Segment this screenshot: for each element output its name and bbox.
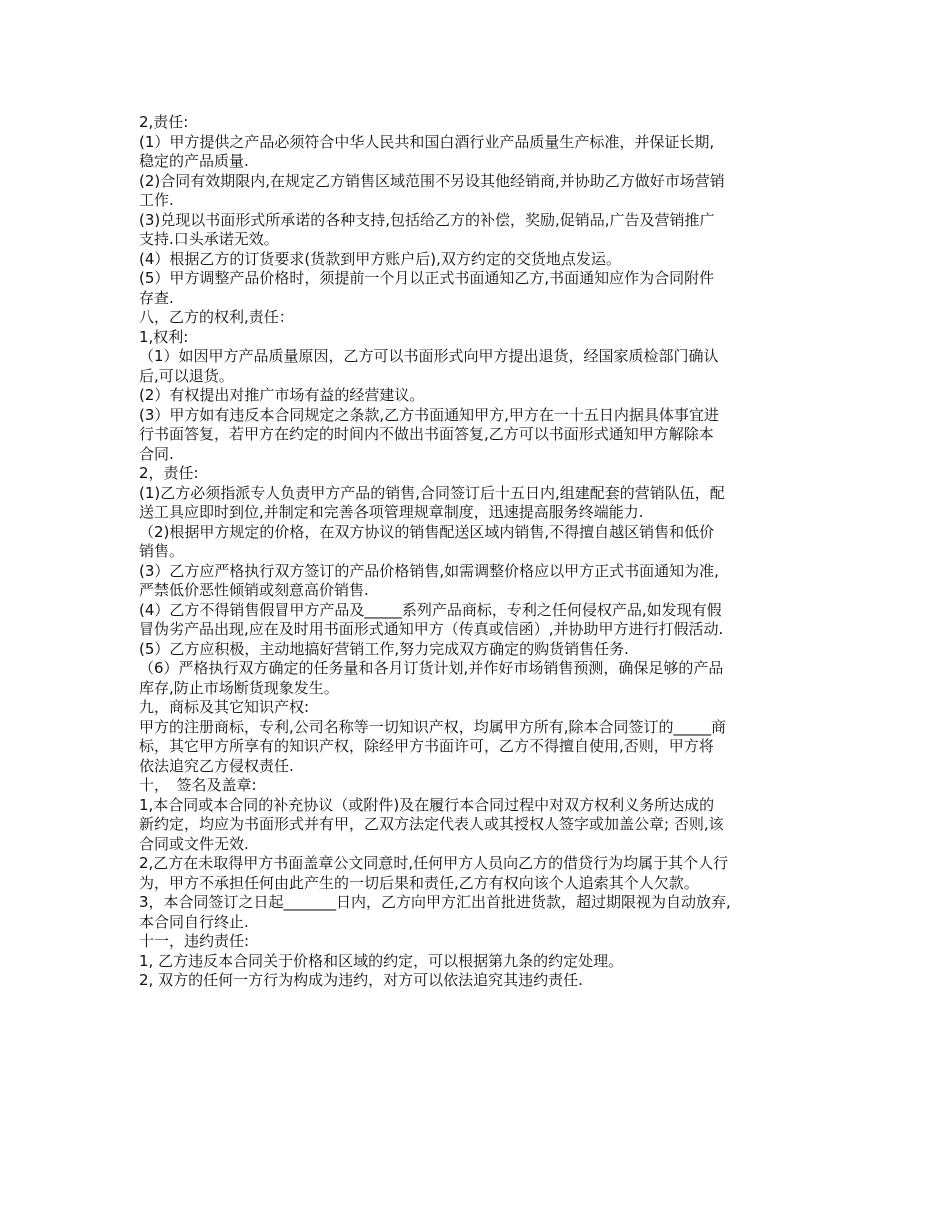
text-line: 甲方的注册商标，专利,公司名称等一切知识产权，均属甲方所有,除本合同签订的_____商 [139, 717, 727, 736]
text-line: 后,可以退货。 [139, 366, 234, 385]
contract-text [139, 113, 819, 991]
text-line: 2,乙方在未取得甲方书面盖章公文同意时,任何甲方人员向乙方的借贷行为均属于其个人行 [139, 854, 729, 872]
text-line: (5）乙方应积极，主动地搞好营销工作,努力完成双方确定的购货销售任务. [139, 639, 629, 658]
text-line: (5）甲方调整产品价格时，须提前一个月以正式书面通知乙方,书面通知应作为合同附件 [139, 269, 715, 287]
section-heading: 十， 签名及盖章: [139, 776, 257, 794]
text-line: (3）甲方如有违反本合同规定之条款,乙方书面通知甲方,甲方在一十五日内据具体事宜进 [139, 405, 719, 424]
text-line: (4）根据乙方的订货要求(货款到甲方账户后),双方约定的交货地点发运。 [139, 249, 621, 268]
text-line: (3)兑现以书面形式所承诺的各种支持,包括给乙方的补偿，奖励,促销品,广告及营销推广 [139, 210, 715, 229]
text-line: 1,本合同或本合同的补充协议（或附件)及在履行本合同过程中对双方权利义务所达成的 [139, 795, 715, 814]
text-line: （1）如因甲方产品质量原因，乙方可以书面形式向甲方提出退货，经国家质检部门确认 [139, 347, 719, 365]
text-line: 2,责任: [139, 113, 189, 131]
text-line: 2, 双方的任何一方行为构成为违约，对方可以依法追究其违约责任. [139, 971, 583, 989]
text-line: 为，甲方不承担任何由此产生的一切后果和责任,乙方有权向该个人追索其个人欠款。 [139, 873, 699, 892]
text-line: （2)根据甲方规定的价格，在双方协议的销售配送区域内销售,不得擅自越区销售和低价 [139, 522, 715, 541]
text-line: 送工具应即时到位,并制定和完善各项管理规章制度，迅速提高服务终端能力. [139, 503, 644, 521]
text-line: 冒伪劣产品出现,应在及时用书面形式通知甲方（传真或信函）,并协助甲方进行打假活动. [139, 620, 724, 638]
text-line: 2，责任: [139, 464, 199, 482]
text-line: 工作. [139, 191, 174, 209]
text-line: (1）甲方提供之产品必须符合中华人民共和国白酒行业产品质量生产标准，并保证长期, [139, 132, 715, 151]
text-line: 3，本合同签订之日起_______日内，乙方向甲方汇出首批进货款，超过期限视为自动放弃, [139, 893, 731, 911]
text-line: 本合同自行终止. [139, 912, 249, 931]
text-line: 1,权利: [139, 327, 189, 346]
text-line: 库存,防止市场断货现象发生。 [139, 678, 339, 697]
text-line: 支持.口头承诺无效。 [139, 230, 279, 248]
text-line: 行书面答复，若甲方在约定的时间内不做出书面答复,乙方可以书面形式通知甲方解除本 [139, 425, 714, 443]
section-heading: 八，乙方的权利,责任： [139, 308, 294, 326]
text-line: 合同或文件无效. [139, 834, 249, 853]
text-line: (2）有权提出对推广市场有益的经营建议。 [139, 386, 425, 404]
text-line: 标，其它甲方所享有的知识产权，除经甲方书面许可，乙方不得擅自使用,否则，甲方将 [139, 737, 714, 755]
text-line: 存查. [139, 288, 174, 307]
section-heading: 九，商标及其它知识产权: [139, 698, 310, 716]
text-line: (4）乙方不得销售假冒甲方产品及_____系列产品商标，专利之任何侵权产品,如发现有假 [139, 600, 722, 619]
text-line: (2)合同有效期限内,在规定乙方销售区域范围不另设其他经销商,并协助乙方做好市场营销 [139, 171, 725, 190]
text-line: 依法追究乙方侵权责任. [139, 756, 294, 775]
text-line: 1, 乙方违反本合同关于价格和区域的约定，可以根据第九条的约定处理。 [139, 951, 624, 970]
section-heading: 十一，违约责任: [139, 932, 250, 950]
text-line: 合同. [139, 444, 174, 463]
text-line: 销售。 [139, 542, 185, 560]
text-line: （6）严格执行双方确定的任务量和各月订货计划,并作好市场销售预测，确保足够的产品 [139, 659, 724, 677]
text-line: (1)乙方必须指派专人负责甲方产品的销售,合同签订后十五日内,组建配套的营销队伍，配 [139, 483, 725, 502]
text-line: 严禁低价恶性倾销或刻意高价销售. [139, 581, 369, 599]
text-line: 新约定，均应为书面形式并有甲，乙双方法定代表人或其授权人签字或加盖公章; 否则,该 [139, 815, 724, 833]
text-line: (3）乙方应严格执行双方签订的产品价格销售,如需调整价格应以甲方正式书面通知为准, [139, 561, 719, 580]
text-line: 稳定的产品质量. [139, 152, 249, 170]
